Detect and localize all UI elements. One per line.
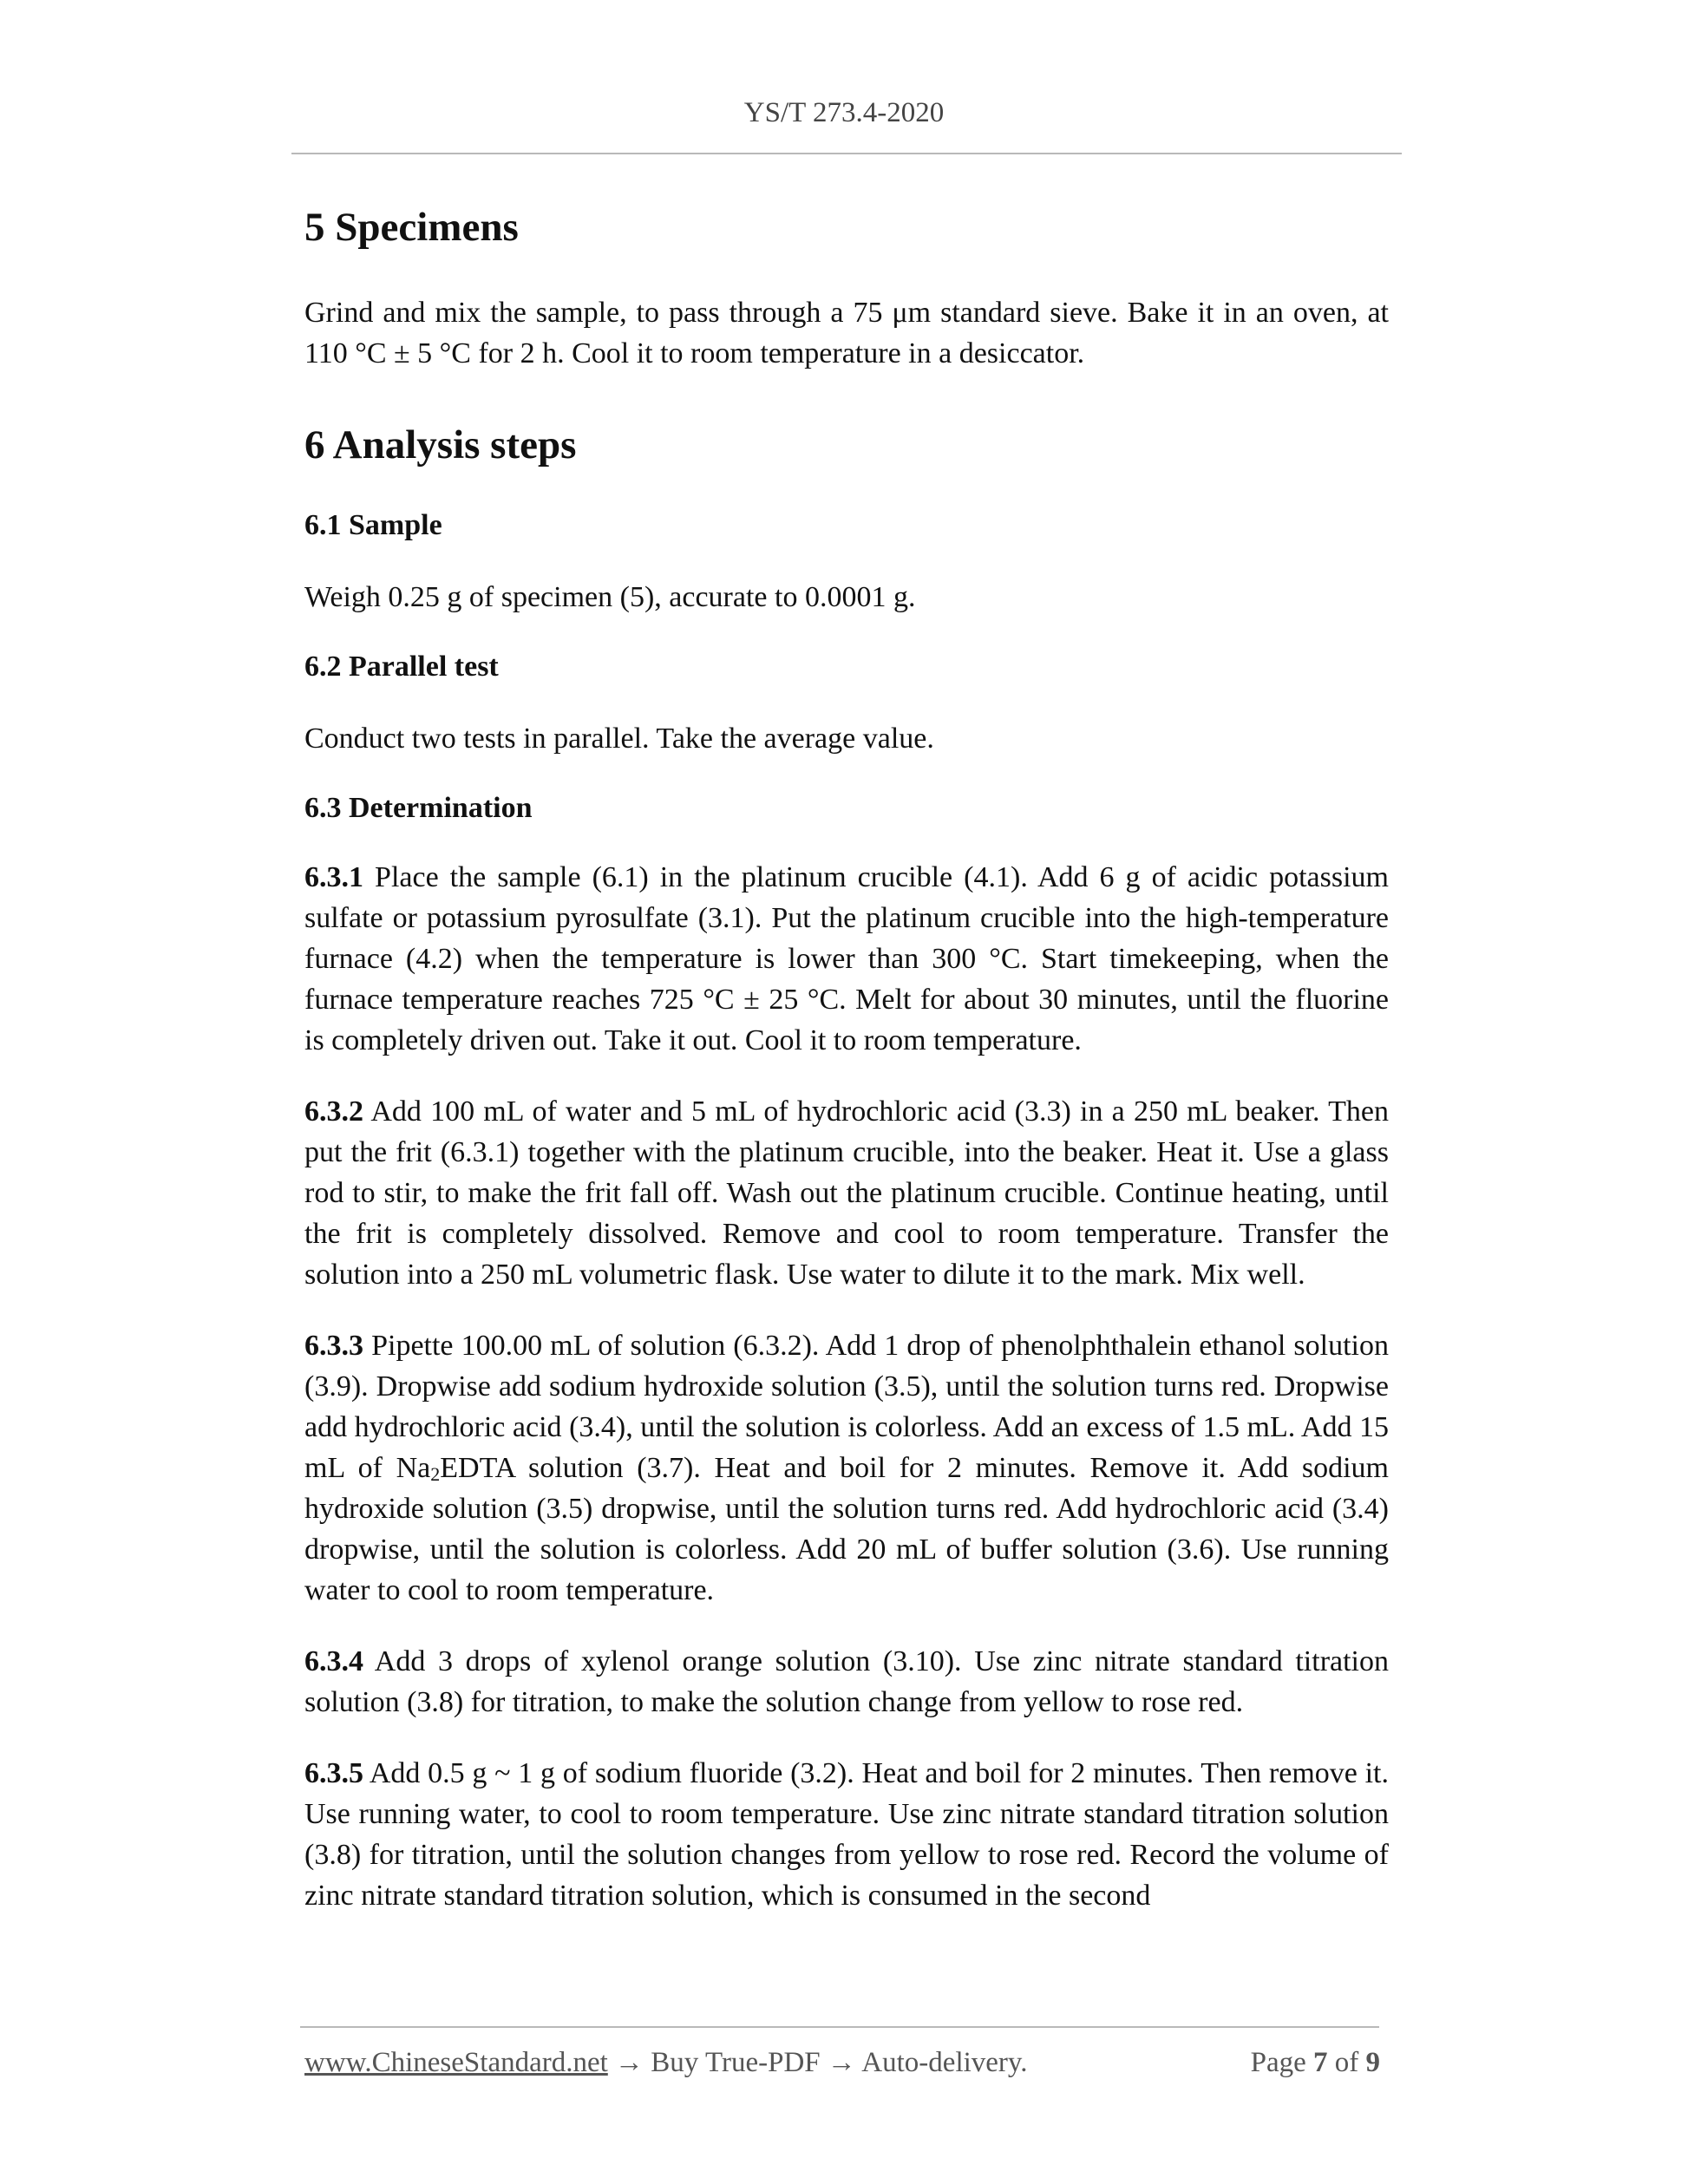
clause-number: 6.3.1 (304, 860, 363, 893)
footer-promo (304, 2047, 1028, 2079)
paragraph-6-3-3 (304, 1325, 1389, 1611)
clause-text: Add 100 mL of water and 5 mL of hydrochloric acid (3.3) in a 250 mL beaker. Then put the frit (6.3.1) together with the platinum crucible, into the beaker. Heat it. Use a glass rod to stir, to make the frit fall off. Wash out the platinum crucible. Continue heating, until the frit is completely dissolved. Remove and cool to room temperature. Transfer the solution into a 250 mL volumetric flask. Use water to dilute it to the mark. Mix well. (304, 1095, 1390, 1291)
section-6-2-heading: 6.2 Parallel test (304, 651, 499, 683)
clause-text: Add 0.5 g ~ 1 g of sodium fluoride (3.2). Heat and boil for 2 minutes. Then remove it. Use running water, to cool to room temperature. Use zinc nitrate standard titration solution (3.8) for titration, until the solution changes from yellow to rose red. Record the volume of zinc nitrate standard titration solution, which is consumed in the second (304, 1756, 1389, 1912)
clause-number: 6.3.4 (304, 1645, 363, 1677)
subscript-2: 2 (430, 1462, 441, 1485)
page-footer (304, 2047, 1380, 2085)
section-6-3-heading: 6.3 Determination (304, 791, 533, 824)
section-6-heading: 6 Analysis steps (304, 422, 577, 468)
paragraph-6-3-2 (304, 1091, 1389, 1295)
page-indicator (1251, 2047, 1380, 2079)
promo-text: → Buy True-PDF → Auto-delivery. (607, 2047, 1028, 2078)
clause-text: Place the sample (6.1) in the platinum crucible (4.1). Add 6 g of acidic potassium sulfate or potassium pyrosulfate (3.1). Put the platinum crucible into the high-temperature furnace (4.2) when the temperature is lower than 300 °C. Start timekeeping, when the furnace temperature reaches 725 °C ± 25 °C. Melt for about 30 minutes, until the fluorine is completely driven out. Take it out. Cool it to room temperature. (304, 860, 1390, 1056)
header-divider (291, 153, 1402, 154)
paragraph-6-3-4 (304, 1641, 1389, 1723)
clause-text-b: EDTA solution (3.7). Heat and boil for 2 minutes. Remove it. Add sodium hydroxide solution (3.5) dropwise, until the solution turns red. Add hydrochloric acid (3.4) dropwise, until the solution is colorless. Add 20 mL of buffer solution (3.6). Use running water to cool to room temperature. (304, 1451, 1390, 1606)
document-code-header: YS/T 273.4-2020 (743, 97, 945, 128)
page-number: 7 (1313, 2047, 1328, 2078)
paragraph-6-3-5 (304, 1753, 1389, 1916)
clause-number: 6.3.3 (304, 1329, 363, 1362)
clause-number: 6.3.2 (304, 1095, 363, 1128)
section-6-1-heading: 6.1 Sample (304, 509, 442, 542)
clause-number: 6.3.5 (304, 1756, 363, 1789)
section-5-heading: 5 Specimens (304, 205, 519, 250)
website-link[interactable]: www.ChineseStandard.net (304, 2047, 608, 2078)
clause-text-a: Pipette 100.00 mL of solution (6.3.2). Add 1 drop of phenolphthalein ethanol solution (3.9). Dropwise add sodium hydroxide solution (3.5), until the solution turns red. Dropwise add hydrochloric acid (3.4), until the solution is colorless. Add an excess of 1.5 mL. Add 15 mL of Na (304, 1329, 1390, 1484)
page-label: Page (1250, 2047, 1306, 2078)
page-total: 9 (1365, 2047, 1380, 2078)
section-5-body: Grind and mix the sample, to pass through a 75 μm standard sieve. Bake it in an oven, at 110 °C ± 5 °C for 2 h. Cool it to room temperature in a desiccator. (304, 297, 1389, 370)
section-6-2-body: Conduct two tests in parallel. Take the average value. (304, 722, 934, 755)
footer-divider (300, 2026, 1379, 2028)
clause-text: Add 3 drops of xylenol orange solution (3.10). Use zinc nitrate standard titration solution (3.8) for titration, to make the solution change from yellow to rose red. (304, 1645, 1390, 1718)
paragraph-6-3-1 (304, 857, 1389, 1061)
section-6-1-body: Weigh 0.25 g of specimen (5), accurate to 0.0001 g. (304, 581, 916, 614)
of-label: of (1334, 2047, 1359, 2078)
page-content (304, 193, 1389, 1916)
